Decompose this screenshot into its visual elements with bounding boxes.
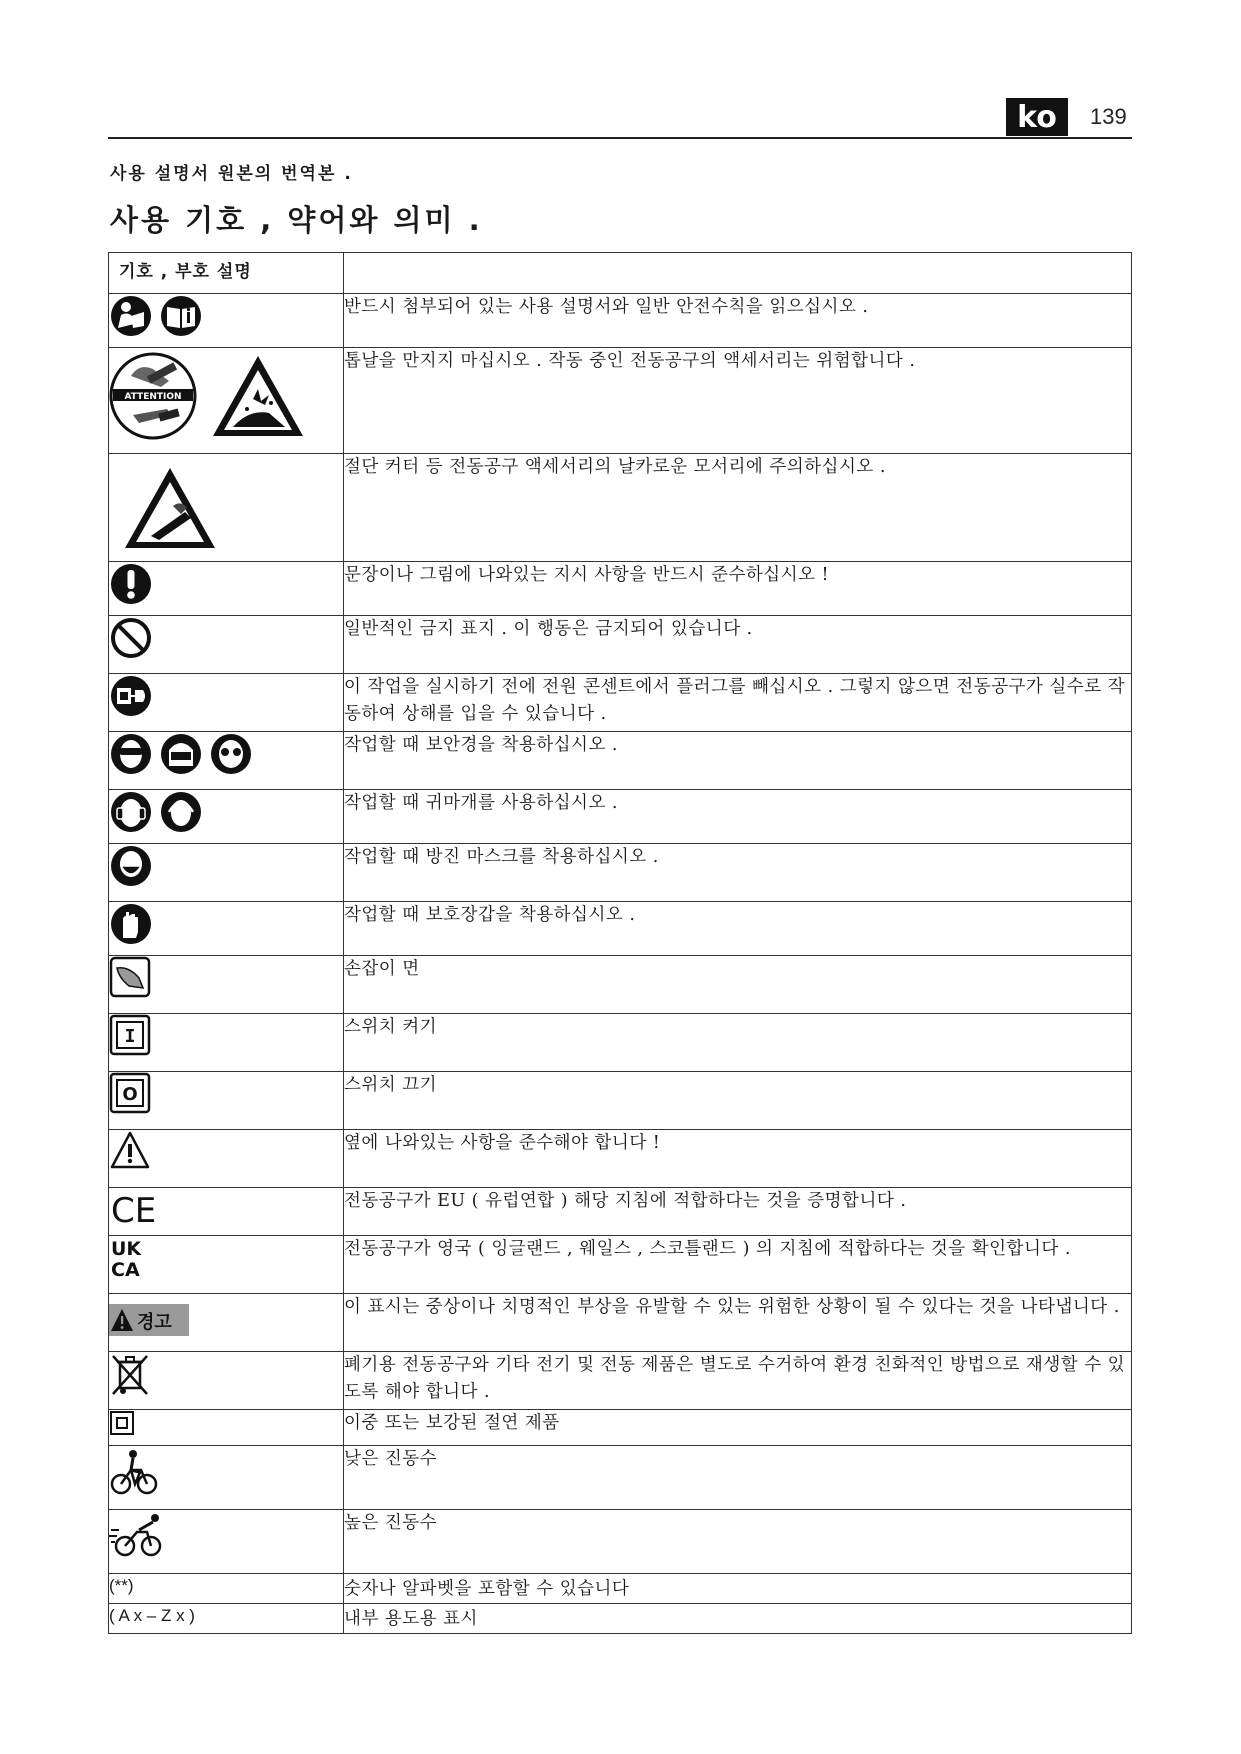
table-row	[109, 1072, 1132, 1130]
svg-text:CA: CA	[111, 1259, 140, 1280]
svg-text:I: I	[124, 1026, 136, 1047]
row-description: 작업할 때 보호장갑을 착용하십시오 .	[344, 902, 1132, 956]
double-insulation-icon	[109, 1410, 135, 1436]
table-row	[109, 956, 1132, 1014]
row-description: 폐기용 전동공구와 기타 전기 및 전동 제품은 별도로 수거하여 환경 친화적인 방법으로 재생할 수 있도록 해야 합니다 .	[344, 1352, 1132, 1410]
table-row	[109, 1014, 1132, 1072]
switch-on-icon	[109, 1014, 151, 1056]
table-row	[109, 1294, 1132, 1352]
flying-debris-warning-icon	[209, 351, 307, 441]
row-description: 전동공구가 영국 ( 잉글랜드 , 웨일스 , 스코틀랜드 ) 의 지침에 적합하다는 것을 확인합니다 .	[344, 1236, 1132, 1294]
text-symbol: ( A x – Z x )	[109, 1606, 195, 1625]
grip-surface-icon	[109, 956, 151, 998]
row-description: 일반적인 금지 표지 . 이 행동은 금지되어 있습니다 .	[344, 616, 1132, 674]
row-description: 숫자나 알파벳을 포함할 수 있습니다	[344, 1574, 1132, 1604]
row-description: 옆에 나와있는 사항을 준수해야 합니다 !	[344, 1130, 1132, 1188]
low-vibration-icon	[109, 1446, 159, 1496]
row-description: 작업할 때 방진 마스크를 착용하십시오 .	[344, 844, 1132, 902]
table-row	[109, 790, 1132, 844]
header-description	[344, 253, 1132, 294]
table-row	[109, 1236, 1132, 1294]
row-description: 낮은 진동수	[344, 1446, 1132, 1510]
table-row	[109, 1604, 1132, 1634]
svg-text:CE: CE	[111, 1191, 157, 1228]
table-row	[109, 294, 1132, 348]
row-description: 절단 커터 등 전동공구 액세서리의 날카로운 모서리에 주의하십시오 .	[344, 454, 1132, 562]
ukca-mark-icon	[109, 1236, 149, 1280]
warning-label-icon	[109, 1304, 189, 1336]
row-description: 이 작업을 실시하기 전에 전원 콘센트에서 플러그를 빼십시오 . 그렇지 않으면 전동공구가 실수로 작동하여 상해를 입을 수 있습니다 .	[344, 674, 1132, 732]
row-description: 이중 또는 보강된 절연 제품	[344, 1410, 1132, 1446]
gloves-icon	[109, 902, 153, 946]
row-description: 내부 용도용 표시	[344, 1604, 1132, 1634]
high-vibration-icon	[109, 1510, 165, 1560]
row-description: 작업할 때 보안경을 착용하십시오 .	[344, 732, 1132, 790]
ear-protection-icon	[109, 790, 153, 834]
table-row	[109, 1574, 1132, 1604]
table-row	[109, 844, 1132, 902]
face-shield-icon	[159, 732, 203, 776]
svg-text:경고: 경고	[137, 1312, 172, 1333]
table-row	[109, 1188, 1132, 1236]
row-description: 작업할 때 귀마개를 사용하십시오 .	[344, 790, 1132, 844]
table-row	[109, 1352, 1132, 1410]
table-row	[109, 616, 1132, 674]
svg-text:ATTENTION: ATTENTION	[124, 392, 182, 402]
table-row	[109, 902, 1132, 956]
page-number: 139	[1090, 104, 1127, 129]
language-badge: ko	[1006, 98, 1068, 136]
table-row	[109, 1410, 1132, 1446]
header-rule	[108, 137, 1132, 139]
switch-off-icon	[109, 1072, 151, 1114]
svg-text:UK: UK	[111, 1238, 142, 1260]
table-row	[109, 562, 1132, 616]
table-row	[109, 674, 1132, 732]
table-header-row	[109, 253, 1132, 294]
attention-blade-icon	[109, 351, 197, 441]
sharp-edge-warning-icon	[121, 464, 219, 552]
document-subtitle: 사용 설명서 원본의 번역본 .	[110, 164, 353, 184]
symbols-table	[108, 252, 1132, 1634]
info-book-icon	[159, 294, 203, 338]
unplug-icon	[109, 674, 153, 718]
table-row	[109, 454, 1132, 562]
table-row	[109, 1446, 1132, 1510]
table-row	[109, 732, 1132, 790]
weee-bin-icon	[109, 1352, 151, 1398]
page-title: 사용 기호 , 약어와 의미 .	[110, 203, 483, 237]
text-symbol: (**)	[109, 1576, 134, 1595]
table-row	[109, 1510, 1132, 1574]
row-description: 높은 진동수	[344, 1510, 1132, 1574]
ear-muffs-icon	[159, 790, 203, 834]
eye-protection-icon	[109, 732, 153, 776]
table-row	[109, 348, 1132, 454]
row-description: 손잡이 면	[344, 956, 1132, 1014]
row-description: 스위치 켜기	[344, 1014, 1132, 1072]
row-description: 문장이나 그림에 나와있는 지시 사항을 반드시 준수하십시오 !	[344, 562, 1132, 616]
table-row	[109, 1130, 1132, 1188]
read-manual-icon	[109, 294, 153, 338]
exclamation-icon	[109, 562, 153, 606]
goggles-icon	[209, 732, 253, 776]
warning-triangle-icon	[109, 1130, 151, 1170]
svg-text:O: O	[122, 1084, 138, 1105]
row-description: 톱날을 만지지 마십시오 . 작동 중인 전동공구의 액세서리는 위험합니다 .	[344, 348, 1132, 454]
row-description: 전동공구가 EU ( 유럽연합 ) 해당 지침에 적합하다는 것을 증명합니다 .	[344, 1188, 1132, 1236]
ce-mark-icon	[109, 1188, 159, 1228]
row-description: 이 표시는 중상이나 치명적인 부상을 유발할 수 있는 위험한 상황이 될 수 있다는 것을 나타냅니다 .	[344, 1294, 1132, 1352]
row-description: 스위치 끄기	[344, 1072, 1132, 1130]
row-description: 반드시 첨부되어 있는 사용 설명서와 일반 안전수칙을 읽으십시오 .	[344, 294, 1132, 348]
header-symbol: 기호 , 부호 설명	[109, 253, 344, 294]
dust-mask-icon	[109, 844, 153, 888]
prohibition-icon	[109, 616, 153, 660]
